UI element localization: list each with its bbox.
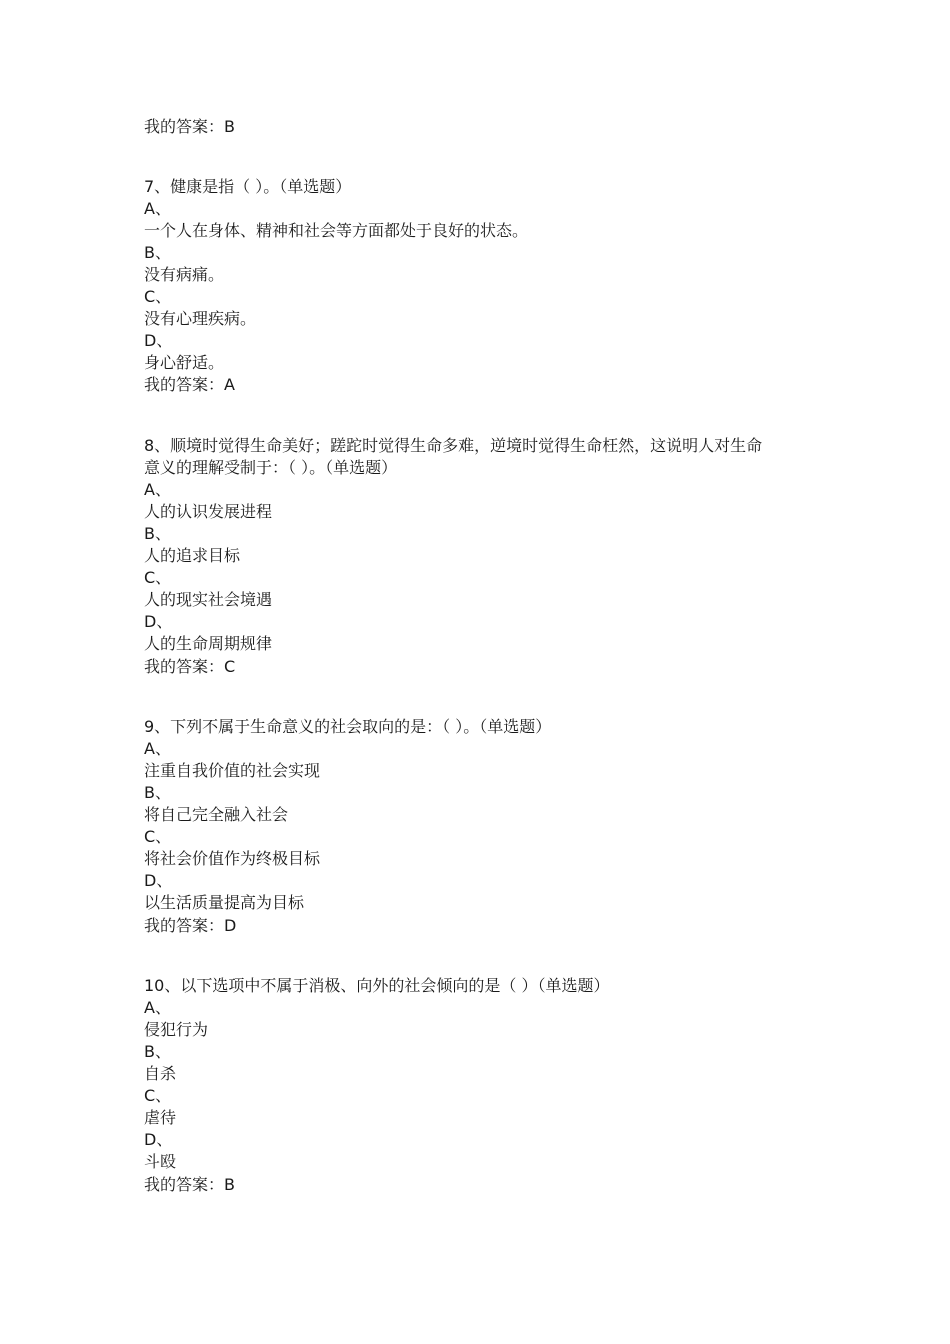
question-10-option-c-text: 虐待 (144, 1108, 177, 1127)
previous-answer: 我的答案：B (144, 117, 235, 136)
question-9-option-a-letter: A、 (144, 739, 171, 758)
question-7-option-c-text: 没有心理疾病。 (144, 309, 257, 328)
question-8-option-b-text: 人的追求目标 (144, 546, 241, 565)
question-10-option-d-letter: D、 (144, 1130, 173, 1149)
question-7-option-b-letter: B、 (144, 243, 171, 262)
question-10-option-a-text: 侵犯行为 (144, 1020, 209, 1039)
question-10-option-a-letter: A、 (144, 998, 171, 1017)
question-8-option-a-letter: A、 (144, 480, 171, 499)
question-8-option-b-letter: B、 (144, 524, 171, 543)
question-8-option-c-text: 人的现实社会境遇 (144, 590, 273, 609)
question-10-option-d-text: 斗殴 (144, 1152, 177, 1171)
question-9-answer: 我的答案：D (144, 916, 237, 935)
question-9-option-b-text: 将自己完全融入社会 (144, 805, 289, 824)
question-7-option-d-text: 身心舒适。 (144, 353, 225, 372)
question-9-option-b-letter: B、 (144, 783, 171, 802)
question-7-option-d-letter: D、 (144, 331, 173, 350)
question-10-option-b-letter: B、 (144, 1042, 171, 1061)
question-7-answer: 我的答案：A (144, 375, 235, 394)
question-10-answer: 我的答案：B (144, 1175, 235, 1194)
question-7-option-b-text: 没有病痛。 (144, 265, 225, 284)
question-9-option-d-letter: D、 (144, 871, 173, 890)
question-8-stem-line-2: 意义的理解受制于：（ ）。（单选题） (144, 458, 398, 477)
question-9-option-d-text: 以生活质量提高为目标 (144, 893, 305, 912)
question-9-stem: 9、下列不属于生命意义的社会取向的是：（ ）。（单选题） (144, 717, 552, 736)
question-9-option-c-letter: C、 (144, 827, 172, 846)
question-8-option-d-text: 人的生命周期规律 (144, 634, 273, 653)
question-8-option-a-text: 人的认识发展进程 (144, 502, 273, 521)
question-9-option-a-text: 注重自我价值的社会实现 (144, 761, 321, 780)
question-8-stem-line-1: 8、顺境时觉得生命美好；蹉跎时觉得生命多难，逆境时觉得生命枉然，这说明人对生命 (144, 436, 763, 455)
question-9-option-c-text: 将社会价值作为终极目标 (144, 849, 321, 868)
question-10-stem: 10、以下选项中不属于消极、向外的社会倾向的是（ ）（单选题） (144, 976, 610, 995)
question-8-answer: 我的答案：C (144, 657, 236, 676)
question-8-option-c-letter: C、 (144, 568, 172, 587)
question-10-option-c-letter: C、 (144, 1086, 172, 1105)
question-7-stem: 7、健康是指（ ）。（单选题） (144, 177, 352, 196)
question-7-option-a-text: 一个人在身体、精神和社会等方面都处于良好的状态。 (144, 221, 529, 240)
question-10-option-b-text: 自杀 (144, 1064, 177, 1083)
question-7-option-a-letter: A、 (144, 199, 171, 218)
question-8-option-d-letter: D、 (144, 612, 173, 631)
question-7-option-c-letter: C、 (144, 287, 172, 306)
